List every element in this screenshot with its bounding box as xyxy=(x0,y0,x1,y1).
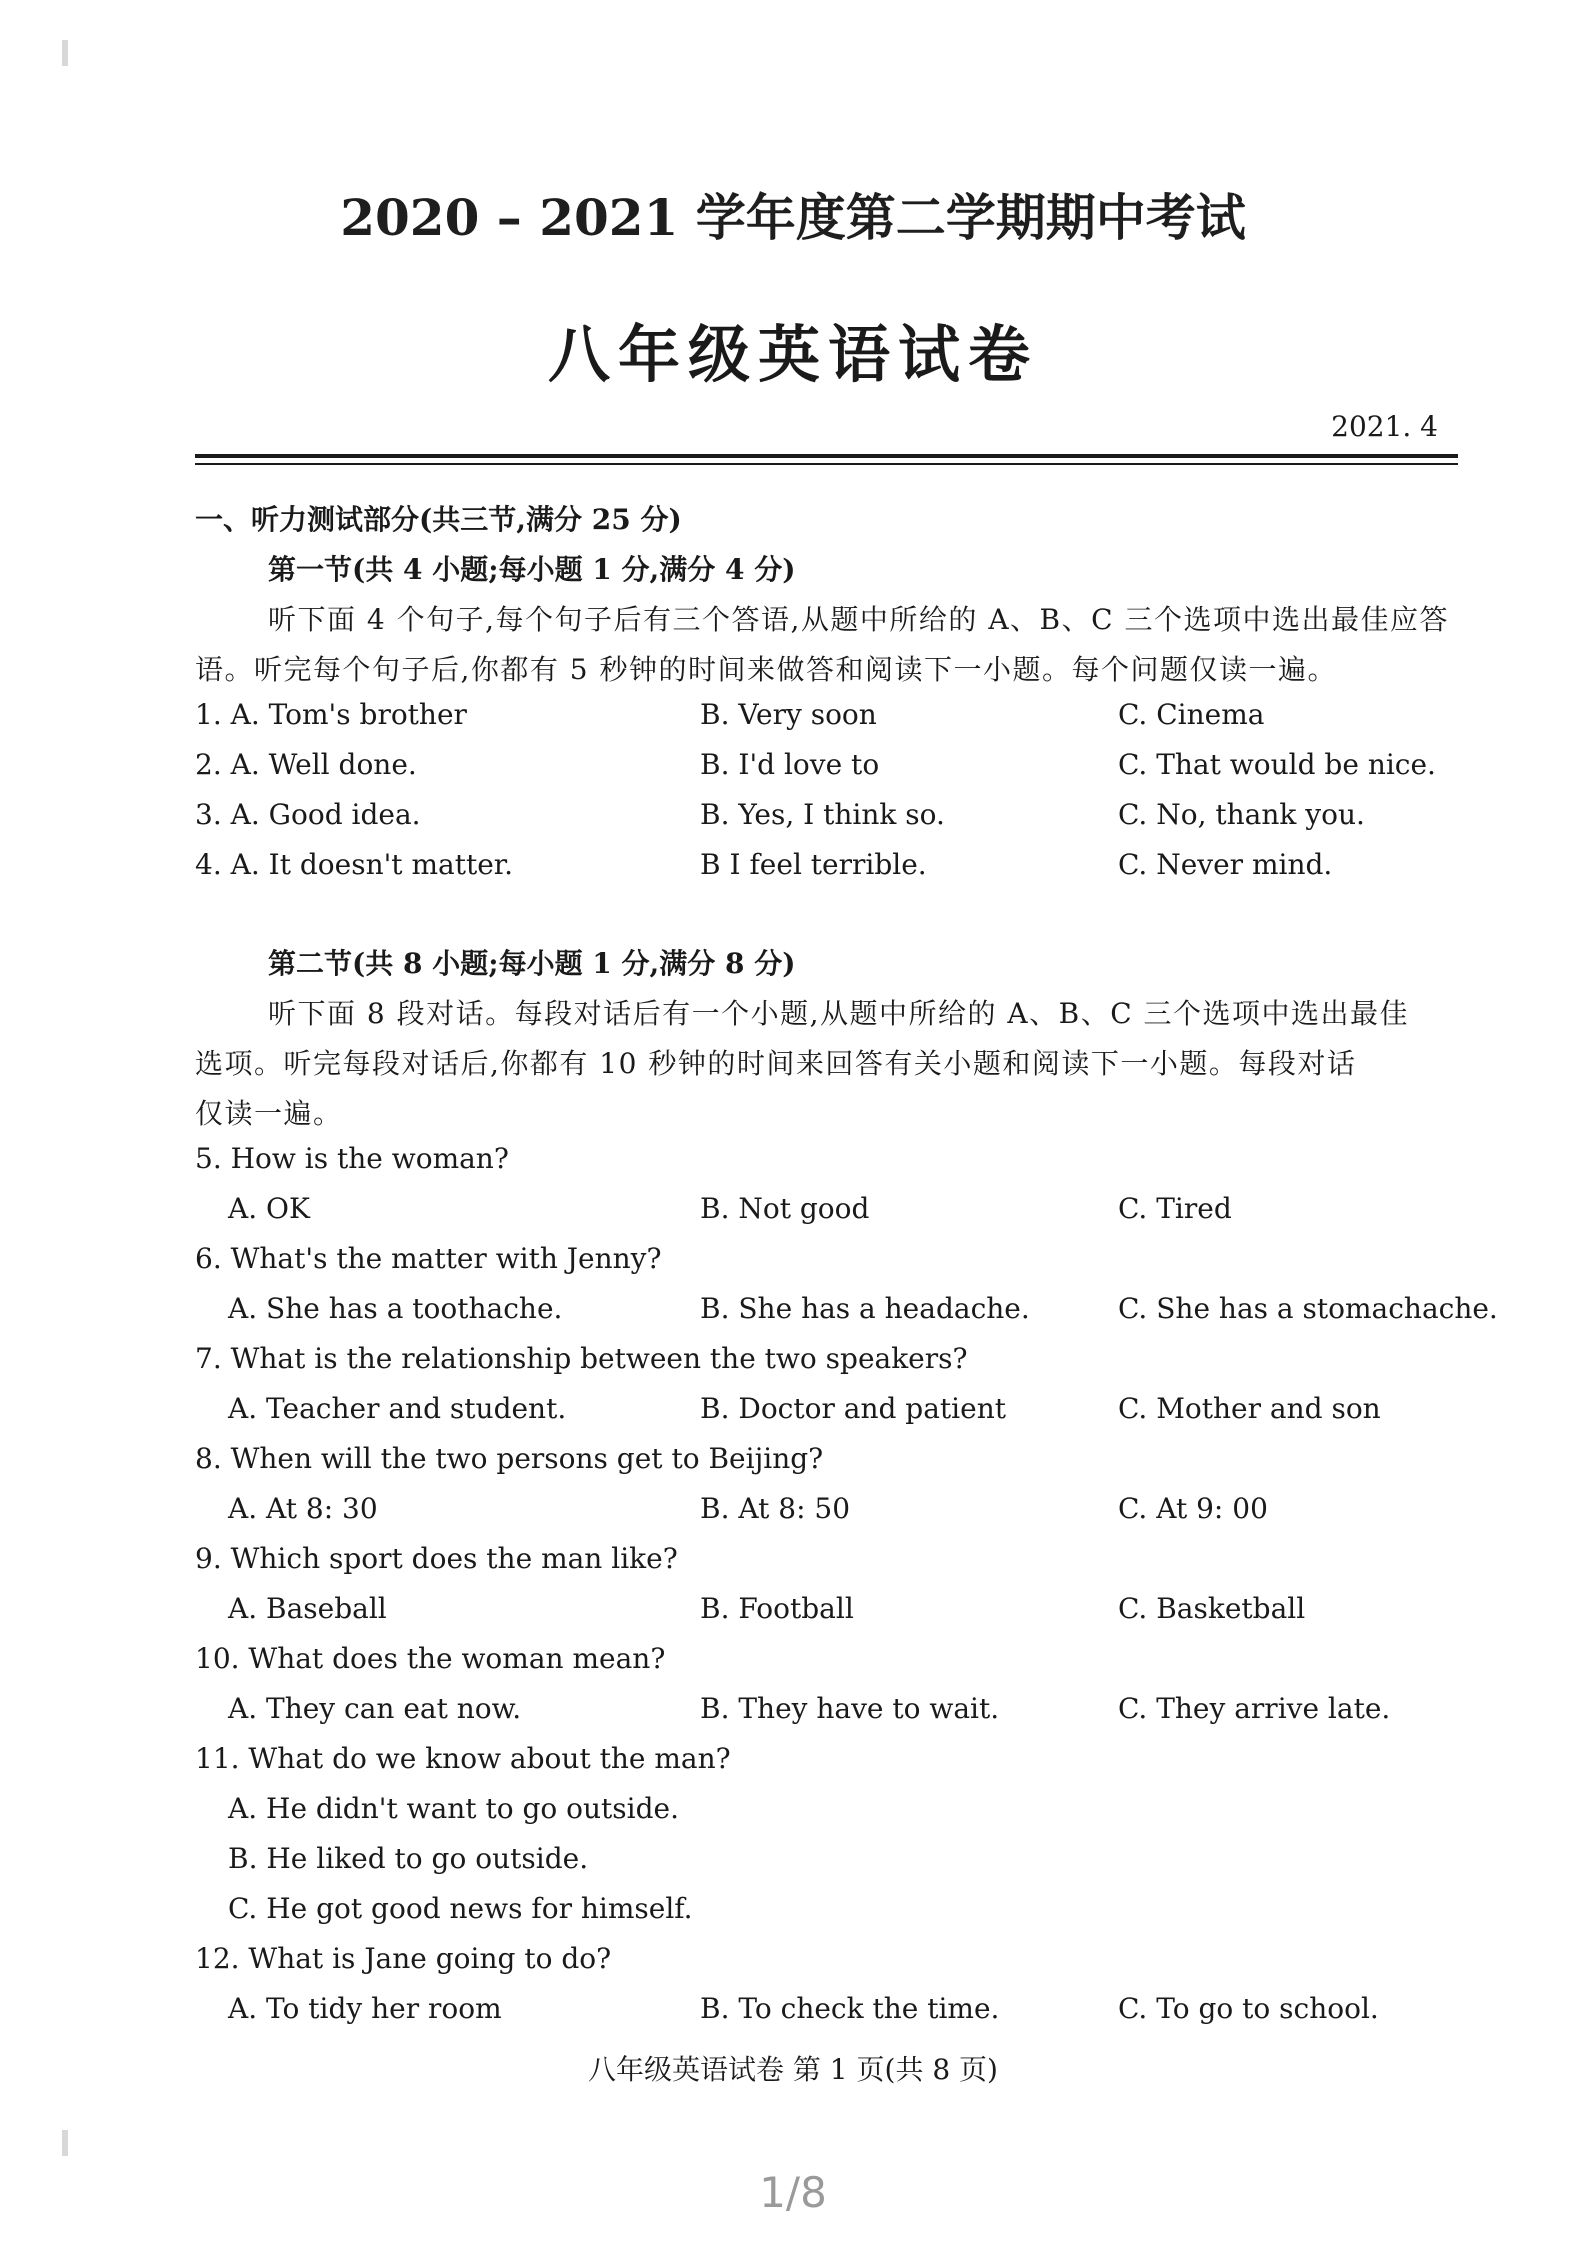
q12-option-b: B. To check the time. xyxy=(700,1992,1000,2025)
q3-option-b: B. Yes, I think so. xyxy=(700,798,945,831)
q12-option-c: C. To go to school. xyxy=(1118,1992,1379,2025)
section1-instruction-line: 听下面 4 个句子,每个句子后有三个答语,从题中所给的 A、B、C 三个选项中选出最佳应答 xyxy=(268,603,1449,636)
q6-option-c: C. She has a stomachache. xyxy=(1118,1292,1498,1325)
q8-option-b: B. At 8: 50 xyxy=(700,1492,851,1525)
scan-edge-mark-top xyxy=(62,40,68,66)
header-rule-thin xyxy=(195,463,1458,465)
q5-question: 5. How is the woman? xyxy=(195,1142,509,1175)
q7-question: 7. What is the relationship between the two speakers? xyxy=(195,1342,968,1375)
q9-option-b: B. Football xyxy=(700,1592,854,1625)
q11-question: 11. What do we know about the man? xyxy=(195,1742,731,1775)
q6-option-b: B. She has a headache. xyxy=(700,1292,1030,1325)
q10-option-c: C. They arrive late. xyxy=(1118,1692,1391,1725)
q11-option-c: C. He got good news for himself. xyxy=(228,1892,693,1925)
q5-option-a: A. OK xyxy=(228,1192,310,1225)
q9-option-a: A. Baseball xyxy=(228,1592,387,1625)
section1-heading: 第一节(共 4 小题;每小题 1 分,满分 4 分) xyxy=(268,553,796,586)
q4-option-b: B I feel terrible. xyxy=(700,848,927,881)
page-footer: 八年级英语试卷 第 1 页(共 8 页) xyxy=(588,2053,998,2086)
q2-option-b: B. I'd love to xyxy=(700,748,880,781)
q2-option-a: 2. A. Well done. xyxy=(195,748,417,781)
q8-question: 8. When will the two persons get to Beijing? xyxy=(195,1442,824,1475)
exam-date: 2021. 4 xyxy=(1331,410,1438,443)
section2-heading: 第二节(共 8 小题;每小题 1 分,满分 8 分) xyxy=(268,947,796,980)
section2-instruction-line: 听下面 8 段对话。每段对话后有一个小题,从题中所给的 A、B、C 三个选项中选出最佳 xyxy=(268,997,1410,1030)
header-rule-thick xyxy=(195,454,1458,458)
q3-option-a: 3. A. Good idea. xyxy=(195,798,421,831)
scan-edge-mark-bottom xyxy=(62,2130,68,2156)
section2-instruction-line: 选项。听完每段对话后,你都有 10 秒钟的时间来回答有关小题和阅读下一小题。每段对话 xyxy=(195,1047,1357,1080)
section1-instruction-line: 语。听完每个句子后,你都有 5 秒钟的时间来做答和阅读下一小题。每个问题仅读一遍。 xyxy=(195,653,1338,686)
page-indicator: 1/8 xyxy=(759,2168,827,2217)
paper-title: 八年级英语试卷 xyxy=(547,318,1038,391)
q3-option-c: C. No, thank you. xyxy=(1118,798,1365,831)
q11-option-a: A. He didn't want to go outside. xyxy=(228,1792,679,1825)
q9-question: 9. Which sport does the man like? xyxy=(195,1542,678,1575)
part-heading: 一、听力测试部分(共三节,满分 25 分) xyxy=(195,503,682,536)
section2-instruction-line: 仅读一遍。 xyxy=(195,1097,343,1130)
q12-option-a: A. To tidy her room xyxy=(228,1992,502,2025)
q10-option-b: B. They have to wait. xyxy=(700,1692,1000,1725)
q12-question: 12. What is Jane going to do? xyxy=(195,1942,612,1975)
q1-option-a: 1. A. Tom's brother xyxy=(195,698,467,731)
q5-option-b: B. Not good xyxy=(700,1192,870,1225)
q7-option-c: C. Mother and son xyxy=(1118,1392,1381,1425)
q7-option-b: B. Doctor and patient xyxy=(700,1392,1006,1425)
q9-option-c: C. Basketball xyxy=(1118,1592,1306,1625)
q4-option-a: 4. A. It doesn't matter. xyxy=(195,848,513,881)
q10-question: 10. What does the woman mean? xyxy=(195,1642,666,1675)
q7-option-a: A. Teacher and student. xyxy=(228,1392,567,1425)
q2-option-c: C. That would be nice. xyxy=(1118,748,1436,781)
exam-title: 2020 – 2021 学年度第二学期期中考试 xyxy=(340,188,1246,247)
q10-option-a: A. They can eat now. xyxy=(228,1692,522,1725)
q6-question: 6. What's the matter with Jenny? xyxy=(195,1242,662,1275)
q8-option-c: C. At 9: 00 xyxy=(1118,1492,1268,1525)
q8-option-a: A. At 8: 30 xyxy=(228,1492,378,1525)
q11-option-b: B. He liked to go outside. xyxy=(228,1842,589,1875)
q1-option-c: C. Cinema xyxy=(1118,698,1265,731)
q6-option-a: A. She has a toothache. xyxy=(228,1292,563,1325)
q1-option-b: B. Very soon xyxy=(700,698,877,731)
q5-option-c: C. Tired xyxy=(1118,1192,1232,1225)
q4-option-c: C. Never mind. xyxy=(1118,848,1333,881)
